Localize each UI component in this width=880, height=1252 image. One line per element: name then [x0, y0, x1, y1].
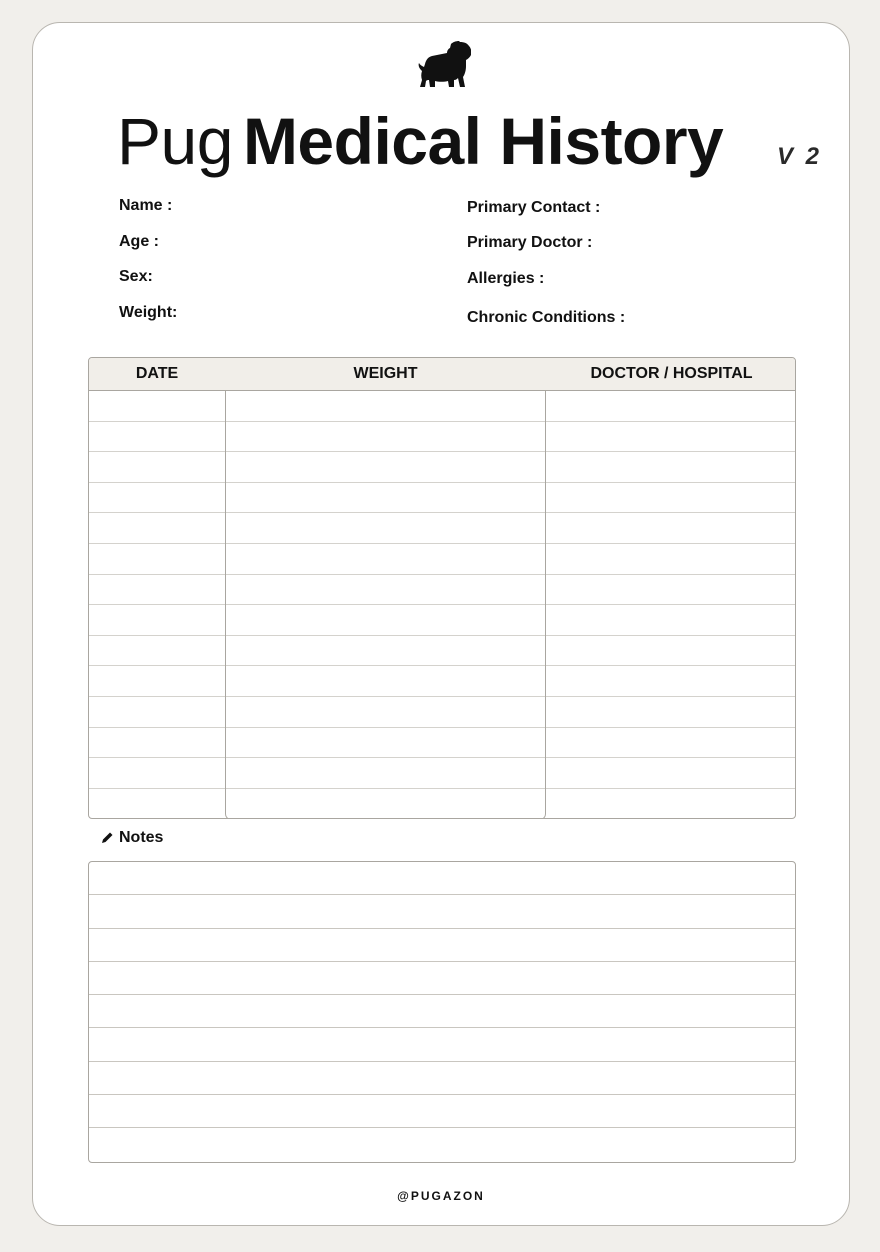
- primary-doctor-field-label: Primary Doctor :: [467, 234, 593, 251]
- column-header-weight: WEIGHT: [353, 365, 418, 382]
- medical-log-table: [88, 357, 796, 819]
- chronic-conditions-field-label: Chronic Conditions :: [467, 309, 626, 326]
- table-row[interactable]: [89, 758, 795, 789]
- title-bold: Medical History: [242, 104, 724, 178]
- medical-history-sheet: [32, 22, 850, 1226]
- column-header-date: DATE: [135, 365, 179, 382]
- weight-field-label: Weight:: [119, 304, 178, 321]
- notes-line[interactable]: [89, 1095, 795, 1128]
- table-row[interactable]: [89, 452, 795, 483]
- table-row[interactable]: [89, 575, 795, 606]
- table-row[interactable]: [89, 544, 795, 575]
- notes-label: Notes: [119, 829, 164, 846]
- notes-line[interactable]: [89, 962, 795, 995]
- notes-line[interactable]: [89, 1062, 795, 1095]
- footer-handle: @PUGAZON: [397, 1189, 485, 1203]
- notes-line[interactable]: [89, 929, 795, 962]
- notes-line[interactable]: [89, 1128, 795, 1161]
- name-field-label: Name :: [119, 197, 173, 214]
- table-row[interactable]: [89, 728, 795, 759]
- primary-contact-field-label: Primary Contact :: [467, 199, 601, 216]
- table-row[interactable]: [89, 513, 795, 544]
- version-label: V 2: [777, 143, 823, 170]
- age-field-label: Age :: [119, 233, 159, 250]
- column-header-doctor-hospital: DOCTOR / HOSPITAL: [590, 365, 753, 382]
- table-row[interactable]: [89, 697, 795, 728]
- notes-area[interactable]: [88, 861, 796, 1163]
- allergies-field-label: Allergies :: [467, 270, 545, 287]
- table-body: [89, 391, 795, 819]
- table-row[interactable]: [89, 391, 795, 422]
- notes-line[interactable]: [89, 895, 795, 928]
- page-title: [117, 103, 723, 179]
- table-header: [89, 358, 795, 391]
- table-row[interactable]: [89, 636, 795, 667]
- notes-line[interactable]: [89, 1028, 795, 1061]
- table-row[interactable]: [89, 483, 795, 514]
- sex-field-label: Sex:: [119, 268, 153, 285]
- table-row[interactable]: [89, 605, 795, 636]
- table-row[interactable]: [89, 789, 795, 819]
- notes-line[interactable]: [89, 862, 795, 895]
- table-row[interactable]: [89, 666, 795, 697]
- table-row[interactable]: [89, 422, 795, 453]
- pug-silhouette-icon: [415, 39, 471, 89]
- pencil-icon: [101, 832, 113, 844]
- title-light: Pug: [117, 104, 233, 178]
- notes-heading: [101, 829, 163, 847]
- notes-line[interactable]: [89, 995, 795, 1028]
